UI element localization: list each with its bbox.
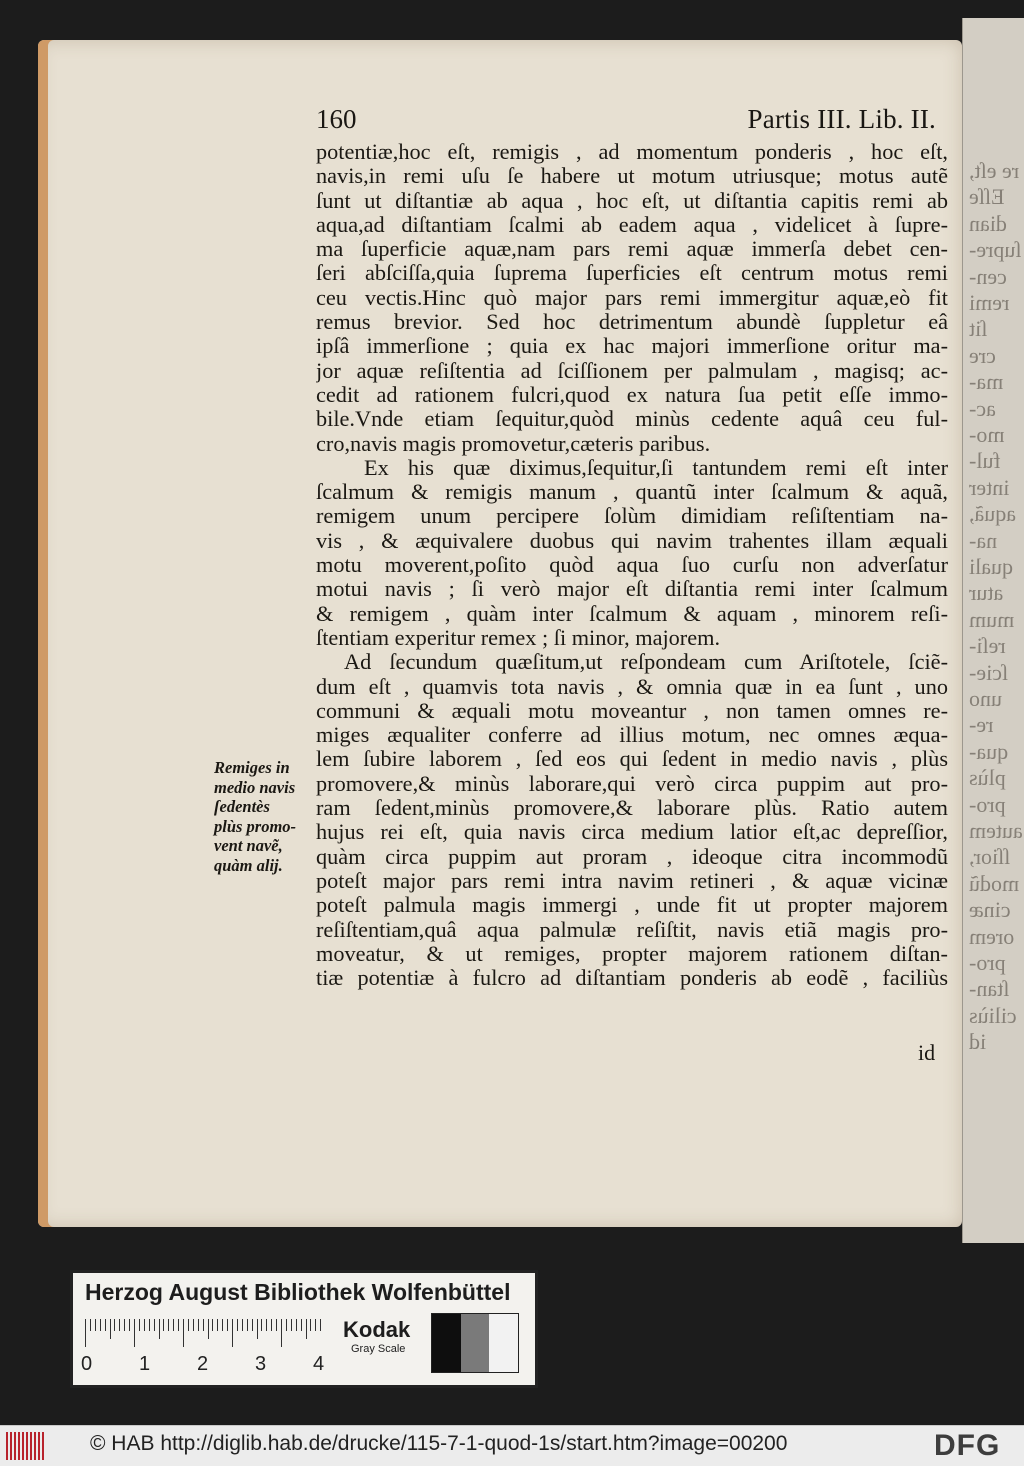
ruler-tick xyxy=(281,1319,282,1347)
text-line: promovere,& minùs laborare,qui verò circa puppim aut pro- xyxy=(316,771,948,796)
color-calibration-strip xyxy=(70,1270,538,1388)
text-line: potentiæ,hoc eſt, remigis , ad momentum ponderis , hoc eſt, xyxy=(316,140,948,164)
barcode-icon xyxy=(6,1432,48,1460)
text-line: ſunt ut diſtantiæ ab aqua , hoc eſt, ut diſtantia capitis remi ab xyxy=(316,188,948,213)
text-line: poteſt palmula magis immergi , unde fit ut propter majorem xyxy=(316,893,948,918)
text-line: navis,in remi uſu ſe habere ut motum utriusque; motus autẽ xyxy=(316,164,948,189)
ruler-tick xyxy=(271,1319,272,1331)
ruler-tick xyxy=(173,1319,174,1331)
ruler-tick xyxy=(129,1319,130,1331)
text-line: & remigem , quàm inter ſcalmum & aquam , minorem reſi- xyxy=(316,601,948,626)
ruler-tick xyxy=(257,1319,258,1339)
next-page-edge xyxy=(962,18,1024,1243)
gray-patch xyxy=(461,1314,490,1372)
ruler-tick xyxy=(261,1319,262,1331)
text-line: reſiſtentiam,quâ aqua palmulæ reſiſtit, navis etiã magis pro- xyxy=(316,917,948,942)
ruler-tick xyxy=(252,1319,253,1331)
ruler-tick xyxy=(149,1319,150,1331)
ruler-tick xyxy=(291,1319,292,1331)
text-line: remigem unum percipere ſolùm dimidiam reſiſtentiam na- xyxy=(316,504,948,529)
ruler-label: 4 xyxy=(313,1353,325,1375)
next-page-fragment: ma- xyxy=(969,369,1004,395)
ruler-tick xyxy=(100,1319,101,1331)
next-page-fragment: ſit xyxy=(969,316,988,342)
gray-patch xyxy=(489,1314,518,1372)
text-line: lem ſubire laborem , ſed eos qui ſedent in medio navis , plùs xyxy=(316,747,948,772)
next-page-fragment: ſſior, xyxy=(969,844,1011,870)
ruler-tick xyxy=(222,1319,223,1331)
ruler-tick xyxy=(266,1319,267,1331)
next-page-fragment: cre xyxy=(969,342,996,368)
ruler-tick xyxy=(95,1319,96,1331)
marginal-note-line: ſedentès xyxy=(214,797,270,816)
ruler-tick xyxy=(110,1319,111,1339)
text-line: vis , & æquivalere duobus qui navim trahentes illam æquali xyxy=(316,528,948,553)
ruler-tick xyxy=(203,1319,204,1331)
next-page-fragment: cen- xyxy=(969,263,1007,289)
next-page-fragment: re- xyxy=(969,712,994,738)
text-line: Ex his quæ diximus,ſequitur,ſi tantundem remi eſt inter xyxy=(364,455,948,480)
marginal-note-line: Remiges in xyxy=(214,758,290,777)
dfg-logo: DFG xyxy=(934,1429,1001,1462)
next-page-fragment: id xyxy=(969,1029,987,1055)
ruler-tick xyxy=(124,1319,125,1331)
ruler-tick xyxy=(320,1319,321,1331)
ruler-tick xyxy=(301,1319,302,1331)
ruler-tick xyxy=(296,1319,297,1331)
next-page-fragment: mo- xyxy=(969,422,1005,447)
ruler-tick xyxy=(315,1319,316,1331)
ruler-tick xyxy=(188,1319,189,1331)
next-page-fragment: autem xyxy=(969,818,1023,843)
ruler-tick xyxy=(154,1319,155,1331)
ruler-tick xyxy=(286,1319,287,1331)
next-page-fragment: orem xyxy=(969,923,1015,949)
next-page-fragment: quali xyxy=(969,554,1013,579)
ruler-tick xyxy=(310,1319,311,1331)
next-page-fragment: Eſſe xyxy=(969,184,1005,210)
text-line: ſcalmum & remigis manum , quantũ inter ſcalmum & aquã, xyxy=(316,480,948,505)
ruler-tick xyxy=(105,1319,106,1331)
next-page-fragment: dian xyxy=(969,210,1007,236)
ruler-tick xyxy=(237,1319,238,1331)
text-line: ceu vectis.Hinc quò major pars remi immergitur aquæ,eò fit xyxy=(316,285,948,310)
ruler-label: 1 xyxy=(139,1353,151,1375)
next-page-fragment: remi xyxy=(969,290,1010,315)
text-line: dum eſt , quamvis tota navis , & omnia quæ in ea ſunt , uno xyxy=(316,674,948,699)
marginal-note-line: vent navẽ, xyxy=(214,836,283,855)
text-line: jor aquæ reſiſtentia ad ſciſſionem per palmulam , magisq; ac- xyxy=(316,358,948,383)
text-line: ſtentiam experitur remex ; ſi minor, majorem. xyxy=(316,625,721,650)
next-page-fragment: cinæ xyxy=(969,897,1011,923)
text-line: Ad ſecundum quæſitum,ut reſpondeam cum Ariſtotele, ſciẽ- xyxy=(344,650,948,675)
ruler-tick xyxy=(212,1319,213,1331)
gray-scale-patches xyxy=(431,1313,519,1373)
marginal-note-line: quàm alij. xyxy=(214,855,283,875)
next-page-fragment: reſi- xyxy=(969,633,1006,659)
text-line: communi & æquali motu moveantur , non tamen omnes re- xyxy=(316,698,948,723)
ruler-tick xyxy=(208,1319,209,1339)
text-line: poteſt major pars remi intra navim retineri , & aquæ vicinæ xyxy=(316,868,948,893)
ruler-tick xyxy=(217,1319,218,1331)
ruler-tick xyxy=(276,1319,277,1331)
next-page-fragment: atur xyxy=(969,580,1004,606)
ruler-tick xyxy=(163,1319,164,1331)
kodak-logo: Kodak xyxy=(343,1317,411,1342)
marginal-note-line: plùs promo- xyxy=(214,816,297,836)
next-page-fragment: qua- xyxy=(969,738,1009,764)
ruler-tick xyxy=(134,1319,135,1347)
next-page-fragment: na- xyxy=(969,527,998,553)
ruler-tick xyxy=(90,1319,91,1331)
ruler-tick xyxy=(159,1319,160,1339)
ruler-tick xyxy=(306,1319,307,1339)
text-line: bile.Vnde etiam ſequitur,quòd minùs cedente aquâ ceu ful- xyxy=(316,407,948,432)
next-page-fragment: uno xyxy=(969,686,1002,711)
ruler-tick xyxy=(119,1319,120,1331)
next-page-fragment: ciliùs xyxy=(969,1002,1017,1028)
marginal-note-line: medio navis xyxy=(214,777,296,797)
ruler-label: 3 xyxy=(255,1353,267,1375)
next-page-fragment: plùs xyxy=(969,765,1006,791)
next-page-fragment: ſupre- xyxy=(969,237,1022,263)
kodak-subtitle: Gray Scale xyxy=(351,1343,406,1355)
ruler-label: 2 xyxy=(197,1353,209,1375)
text-line: cro,navis magis promovetur,cæteris paribus. xyxy=(316,431,711,456)
next-page-fragment: ſcie- xyxy=(969,659,1009,685)
ruler-tick xyxy=(144,1319,145,1331)
page-number: 160 xyxy=(316,104,357,134)
text-line: ram ſedent,minùs promovere,& laborare plùs. Ratio autem xyxy=(316,796,948,821)
ruler-labels xyxy=(81,1353,341,1377)
ruler-tick xyxy=(242,1319,243,1331)
text-line: cedit ad rationem fulcri,quod ex natura ſua petit eſſe immo- xyxy=(316,382,948,407)
page-header xyxy=(316,104,956,140)
footer-bar xyxy=(0,1425,1024,1466)
gray-patch xyxy=(432,1314,461,1372)
ruler-tick xyxy=(193,1319,194,1331)
text-line: ipſâ immerſione ; quia ex hac majori immerſione oritur ma- xyxy=(316,334,948,359)
ruler-tick xyxy=(178,1319,179,1331)
body-text xyxy=(316,140,948,990)
next-page-fragment: aquã, xyxy=(969,501,1017,527)
ruler-tick xyxy=(114,1319,115,1331)
ruler-tick xyxy=(183,1319,184,1347)
ruler-tick xyxy=(168,1319,169,1331)
next-page-fragment: ac- xyxy=(969,395,996,421)
ruler-tick xyxy=(139,1319,140,1331)
ruler-tick xyxy=(247,1319,248,1331)
ruler-label: 0 xyxy=(81,1353,93,1375)
text-line: tiæ potentiæ à fulcro ad diſtantiam ponderis ab eodẽ , faciliùs xyxy=(316,966,948,991)
text-line: remus brevior. Sed hoc detrimentum abundè ſuppletur eâ xyxy=(316,310,948,335)
text-line: motui navis ; ſi verò major eſt diſtantia remi inter ſcalmum xyxy=(316,577,948,602)
text-line: motu moverent,poſito quòd aqua ſuo curſu non adverſatur xyxy=(316,553,948,578)
marginal-note xyxy=(214,758,310,875)
ruler-tick xyxy=(232,1319,233,1347)
source-link[interactable]: © HAB http://diglib.hab.de/drucke/115-7-1-quod-1s/start.htm?image=00200 xyxy=(90,1432,788,1455)
text-line: moveatur, & ut remiges, propter majorem rationem diſtan- xyxy=(316,941,948,966)
text-line: hujus rei eſt, quia navis circa medium latior eſt,ac depreſſior, xyxy=(316,820,948,845)
text-line: aqua,ad diſtantiam ſcalmi ab eadem aqua , videlicet à ſupre- xyxy=(316,212,948,237)
library-name: Herzog August Bibliothek Wolfenbüttel xyxy=(85,1279,511,1305)
ruler-tick xyxy=(198,1319,199,1331)
next-page-fragment: ful- xyxy=(969,448,1001,474)
next-page-fragment: pro- xyxy=(969,950,1006,975)
next-page-fragment: mum xyxy=(969,606,1015,632)
text-line: quàm circa puppim aut proram , ideoque citra incommodũ xyxy=(316,844,948,869)
running-head: Partis III. Lib. II. xyxy=(747,104,936,134)
catchword: id xyxy=(918,1040,936,1065)
ruler-tick xyxy=(227,1319,228,1331)
text-line: ſeri abſciſſa,quia ſuprema ſuperficies eſt centrum motus remi xyxy=(316,261,948,286)
next-page-fragment: ſtan- xyxy=(969,976,1010,1002)
text-line: miges æqualiter conferre ad illius motum, nec omnes æqua- xyxy=(316,723,948,748)
next-page-fragment: pro- xyxy=(969,791,1006,817)
next-page-fragment: re eſt, xyxy=(969,158,1020,183)
text-line: ma ſuperficie aquæ,nam pars remi aquæ immerſa debet cen- xyxy=(316,237,948,262)
ruler-tick xyxy=(85,1319,86,1347)
next-page-fragment: modũ xyxy=(969,870,1020,896)
ruler xyxy=(85,1319,325,1349)
next-page-fragment: inter xyxy=(969,474,1010,500)
